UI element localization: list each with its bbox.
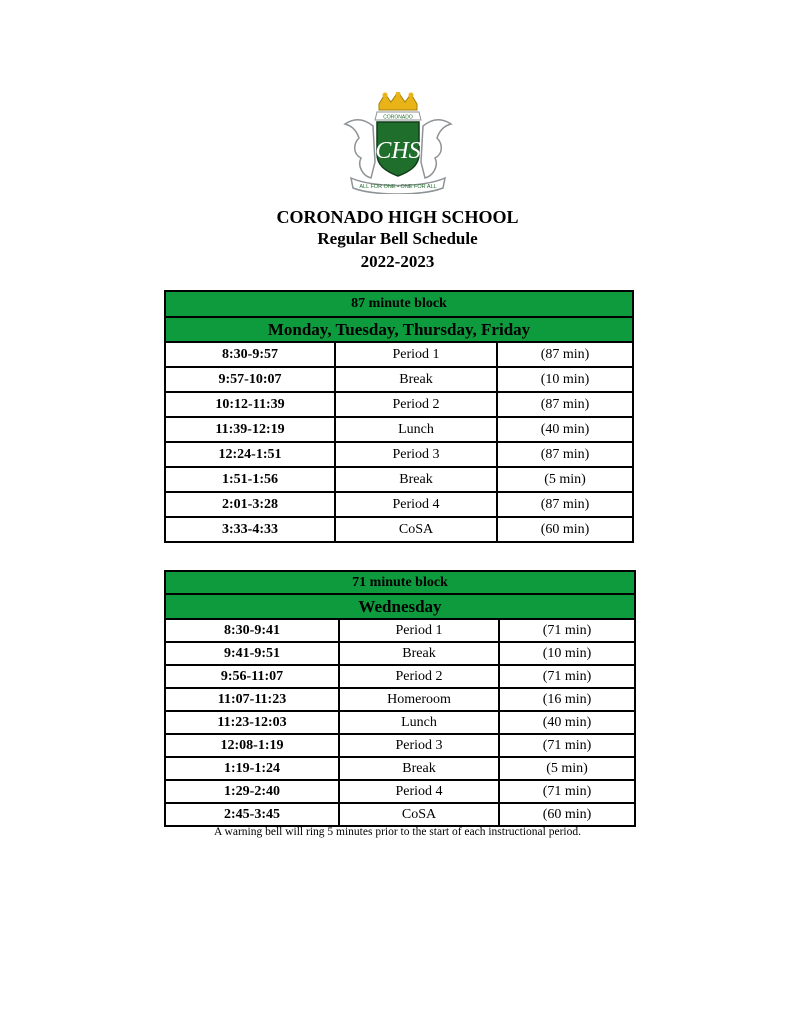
- activity-cell: Lunch: [335, 417, 497, 442]
- activity-cell: Lunch: [339, 711, 499, 734]
- time-cell: 8:30-9:41: [165, 619, 339, 642]
- table-row: [165, 711, 635, 734]
- activity-cell: Period 2: [339, 665, 499, 688]
- activity-cell: CoSA: [335, 517, 497, 542]
- school-crest-logo: [343, 92, 453, 194]
- minutes-cell: (5 min): [497, 467, 633, 492]
- time-cell: 10:12-11:39: [165, 392, 335, 417]
- schedule-title: Regular Bell Schedule: [317, 229, 478, 248]
- activity-cell: Period 3: [339, 734, 499, 757]
- time-cell: 1:29-2:40: [165, 780, 339, 803]
- school-name: CORONADO HIGH SCHOOL: [276, 207, 519, 227]
- table-row: [165, 734, 635, 757]
- crest-motto: ALL FOR ONE • ONE FOR ALL: [359, 184, 437, 190]
- activity-cell: Break: [335, 367, 497, 392]
- crest-banner-text: CORONADO: [383, 114, 413, 121]
- minutes-cell: (60 min): [499, 803, 635, 826]
- block-title: 87 minute block: [165, 291, 633, 317]
- time-cell: 9:41-9:51: [165, 642, 339, 665]
- minutes-cell: (87 min): [497, 342, 633, 367]
- activity-cell: Period 4: [335, 492, 497, 517]
- minutes-cell: (10 min): [499, 642, 635, 665]
- block-days: Wednesday: [165, 594, 635, 619]
- time-cell: 1:19-1:24: [165, 757, 339, 780]
- time-cell: 2:01-3:28: [165, 492, 335, 517]
- minutes-cell: (40 min): [499, 711, 635, 734]
- time-cell: 3:33-4:33: [165, 517, 335, 542]
- table-row: [165, 392, 633, 417]
- activity-cell: Break: [339, 757, 499, 780]
- time-cell: 8:30-9:57: [165, 342, 335, 367]
- table-row: [165, 492, 633, 517]
- time-cell: 2:45-3:45: [165, 803, 339, 826]
- table-row: [165, 757, 635, 780]
- table-row: [165, 342, 633, 367]
- activity-cell: Break: [335, 467, 497, 492]
- minutes-cell: (87 min): [497, 392, 633, 417]
- minutes-cell: (87 min): [497, 492, 633, 517]
- school-year: 2022-2023: [360, 252, 435, 271]
- time-cell: 12:24-1:51: [165, 442, 335, 467]
- time-cell: 12:08-1:19: [165, 734, 339, 757]
- schedule-table-71-minute: [164, 570, 636, 827]
- time-cell: 11:39-12:19: [165, 417, 335, 442]
- table-row: [165, 417, 633, 442]
- time-cell: 11:07-11:23: [165, 688, 339, 711]
- warning-bell-note: A warning bell will ring 5 minutes prior to the start of each instructional period.: [214, 826, 581, 838]
- crown-icon: [379, 92, 417, 110]
- activity-cell: Break: [339, 642, 499, 665]
- minutes-cell: (71 min): [499, 665, 635, 688]
- block-days: Monday, Tuesday, Thursday, Friday: [165, 317, 633, 342]
- schedule-table-87-minute: [164, 290, 634, 543]
- right-wing: [421, 120, 451, 178]
- minutes-cell: (71 min): [499, 780, 635, 803]
- minutes-cell: (71 min): [499, 619, 635, 642]
- time-cell: 1:51-1:56: [165, 467, 335, 492]
- table-row: [165, 467, 633, 492]
- activity-cell: Period 1: [335, 342, 497, 367]
- minutes-cell: (71 min): [499, 734, 635, 757]
- activity-cell: Homeroom: [339, 688, 499, 711]
- time-cell: 9:56-11:07: [165, 665, 339, 688]
- table-row: [165, 780, 635, 803]
- minutes-cell: (16 min): [499, 688, 635, 711]
- minutes-cell: (87 min): [497, 442, 633, 467]
- table-row: [165, 665, 635, 688]
- time-cell: 11:23-12:03: [165, 711, 339, 734]
- activity-cell: Period 4: [339, 780, 499, 803]
- table-row: [165, 642, 635, 665]
- minutes-cell: (10 min): [497, 367, 633, 392]
- crest-monogram: CHS: [375, 138, 421, 164]
- minutes-cell: (60 min): [497, 517, 633, 542]
- activity-cell: Period 3: [335, 442, 497, 467]
- block-title: 71 minute block: [165, 571, 635, 594]
- table-row: [165, 517, 633, 542]
- table-row: [165, 688, 635, 711]
- minutes-cell: (40 min): [497, 417, 633, 442]
- activity-cell: Period 1: [339, 619, 499, 642]
- table-row: [165, 803, 635, 826]
- activity-cell: Period 2: [335, 392, 497, 417]
- table-row: [165, 367, 633, 392]
- time-cell: 9:57-10:07: [165, 367, 335, 392]
- left-wing: [345, 120, 375, 178]
- activity-cell: CoSA: [339, 803, 499, 826]
- minutes-cell: (5 min): [499, 757, 635, 780]
- table-row: [165, 619, 635, 642]
- table-row: [165, 442, 633, 467]
